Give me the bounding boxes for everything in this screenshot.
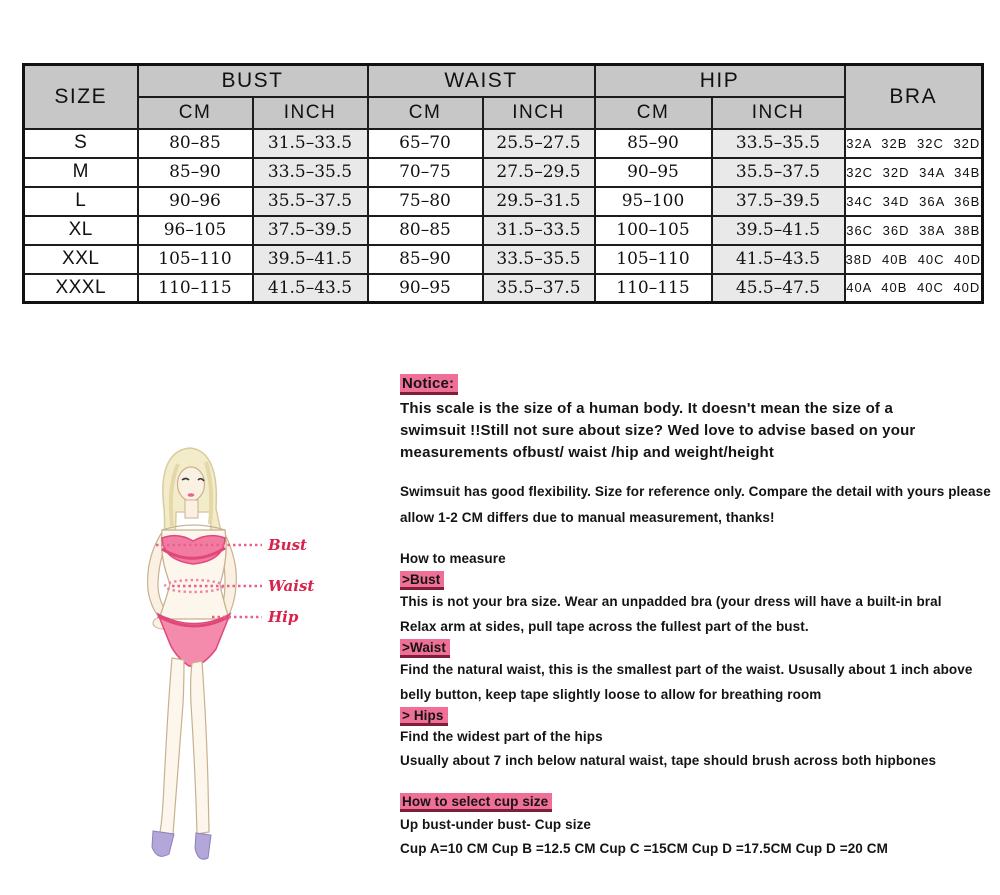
cell-hip-cm: 90–95	[595, 158, 712, 187]
notice-title: Notice:	[400, 374, 458, 395]
header-hip-inch: INCH	[712, 97, 845, 129]
table-row-l	[24, 187, 983, 216]
cell-bra: 36C 36D 38A 38B	[845, 216, 983, 245]
header-waist-inch: INCH	[483, 97, 595, 129]
waist-heading: >Waist	[400, 639, 450, 658]
cell-bust-cm: 85–90	[138, 158, 253, 187]
cell-bra: 32A 32B 32C 32D	[845, 129, 983, 158]
waist-instruction-line: belly button, keep tape slightly loose to allow for breathing room	[400, 687, 822, 702]
bust-instruction-line: Relax arm at sides, pull tape across the fullest part of the bust.	[400, 619, 809, 634]
left-leg	[160, 658, 184, 834]
cell-size: M	[24, 158, 138, 187]
cell-hip-inch: 35.5–37.5	[712, 158, 845, 187]
cell-hip-cm: 110–115	[595, 274, 712, 303]
bust-heading: >Bust	[400, 571, 444, 590]
cell-hip-cm: 85–90	[595, 129, 712, 158]
cell-waist-inch: 25.5–27.5	[483, 129, 595, 158]
cell-waist-cm: 65–70	[368, 129, 483, 158]
header-bra: BRA	[845, 65, 983, 129]
cup-size-subtitle: Up bust-under bust- Cup size	[400, 817, 592, 832]
hips-instruction-line: Find the widest part of the hips	[400, 729, 603, 744]
cell-hip-cm: 105–110	[595, 245, 712, 274]
cell-size: XL	[24, 216, 138, 245]
instructions-column	[400, 372, 992, 892]
right-shoe	[195, 833, 211, 859]
right-leg	[191, 661, 209, 834]
cell-hip-cm: 100–105	[595, 216, 712, 245]
hips-heading: > Hips	[400, 707, 448, 726]
cell-waist-cm: 80–85	[368, 216, 483, 245]
cell-size: S	[24, 129, 138, 158]
flexibility-note-line: Swimsuit has good flexibility. Size for reference only. Compare the detail with yours please	[400, 484, 991, 499]
table-row-xl	[24, 216, 983, 245]
cell-hip-inch: 37.5–39.5	[712, 187, 845, 216]
bust-instruction-line: This is not your bra size. Wear an unpadded bra (your dress will have a built-in bral	[400, 594, 942, 609]
lips	[188, 493, 195, 497]
cell-hip-inch: 45.5–47.5	[712, 274, 845, 303]
flexibility-note-line: allow 1-2 CM differs due to manual measurement, thanks!	[400, 510, 775, 525]
notice-body-line: This scale is the size of a human body. It doesn't mean the size of a	[400, 400, 894, 417]
header-waist-cm: CM	[368, 97, 483, 129]
cell-waist-cm: 70–75	[368, 158, 483, 187]
header-bust-cm: CM	[138, 97, 253, 129]
notice-body-line: measurements ofbust/ waist /hip and weight/height	[400, 444, 775, 461]
cell-waist-cm: 75–80	[368, 187, 483, 216]
cell-hip-inch: 39.5–41.5	[712, 216, 845, 245]
table-row-s	[24, 129, 983, 158]
cell-waist-inch: 33.5–35.5	[483, 245, 595, 274]
bust-label: Bust	[268, 536, 307, 554]
cell-size: XXXL	[24, 274, 138, 303]
cell-bust-inch: 33.5–35.5	[253, 158, 368, 187]
cell-hip-inch: 41.5–43.5	[712, 245, 845, 274]
table-row-xxxl	[24, 274, 983, 303]
waist-instruction-line: Find the natural waist, this is the smallest part of the waist. Ususally about 1 inch above	[400, 662, 973, 677]
cell-waist-cm: 85–90	[368, 245, 483, 274]
cell-bra: 32C 32D 34A 34B	[845, 158, 983, 187]
cell-waist-inch: 27.5–29.5	[483, 158, 595, 187]
cell-bust-inch: 37.5–39.5	[253, 216, 368, 245]
cell-bust-cm: 110–115	[138, 274, 253, 303]
neck	[185, 500, 198, 518]
cell-bra: 40A 40B 40C 40D	[845, 274, 983, 303]
cup-size-formula: Cup A=10 CM Cup B =12.5 CM Cup C =15CM Cup D =17.5CM Cup D =20 CM	[400, 841, 888, 856]
cell-bust-cm: 105–110	[138, 245, 253, 274]
cell-bust-cm: 80–85	[138, 129, 253, 158]
cell-bust-cm: 90–96	[138, 187, 253, 216]
table-header-row	[24, 65, 983, 97]
woman-sketch-illustration	[112, 442, 362, 872]
header-bust-inch: INCH	[253, 97, 368, 129]
cell-hip-inch: 33.5–35.5	[712, 129, 845, 158]
header-bust: BUST	[138, 65, 368, 97]
hips-instruction-line: Usually about 7 inch below natural waist, tape should brush across both hipbones	[400, 753, 937, 768]
left-shoe	[152, 831, 174, 856]
header-waist: WAIST	[368, 65, 595, 97]
cell-bust-cm: 96–105	[138, 216, 253, 245]
header-hip: HIP	[595, 65, 845, 97]
cell-bra: 38D 40B 40C 40D	[845, 245, 983, 274]
measurement-figure	[112, 442, 362, 872]
cell-bust-inch: 39.5–41.5	[253, 245, 368, 274]
waist-label: Waist	[268, 577, 315, 595]
cell-bust-inch: 31.5–33.5	[253, 129, 368, 158]
cell-waist-inch: 29.5–31.5	[483, 187, 595, 216]
table-subheader-row	[24, 97, 983, 129]
cell-bust-inch: 35.5–37.5	[253, 187, 368, 216]
hip-label: Hip	[268, 608, 299, 626]
cell-bust-inch: 41.5–43.5	[253, 274, 368, 303]
table-row-m	[24, 158, 983, 187]
cell-bra: 34C 34D 36A 36B	[845, 187, 983, 216]
cell-waist-inch: 35.5–37.5	[483, 274, 595, 303]
size-chart-table	[22, 63, 984, 304]
cell-waist-inch: 31.5–33.5	[483, 216, 595, 245]
how-to-measure-title: How to measure	[400, 551, 506, 566]
cup-size-title: How to select cup size	[400, 793, 552, 812]
notice-body-line: swimsuit !!Still not sure about size? Wed love to advise based on your	[400, 422, 916, 439]
cell-size: XXL	[24, 245, 138, 274]
cell-waist-cm: 90–95	[368, 274, 483, 303]
cell-hip-cm: 95–100	[595, 187, 712, 216]
header-hip-cm: CM	[595, 97, 712, 129]
cell-size: L	[24, 187, 138, 216]
table-row-xxl	[24, 245, 983, 274]
header-size: SIZE	[24, 65, 138, 129]
